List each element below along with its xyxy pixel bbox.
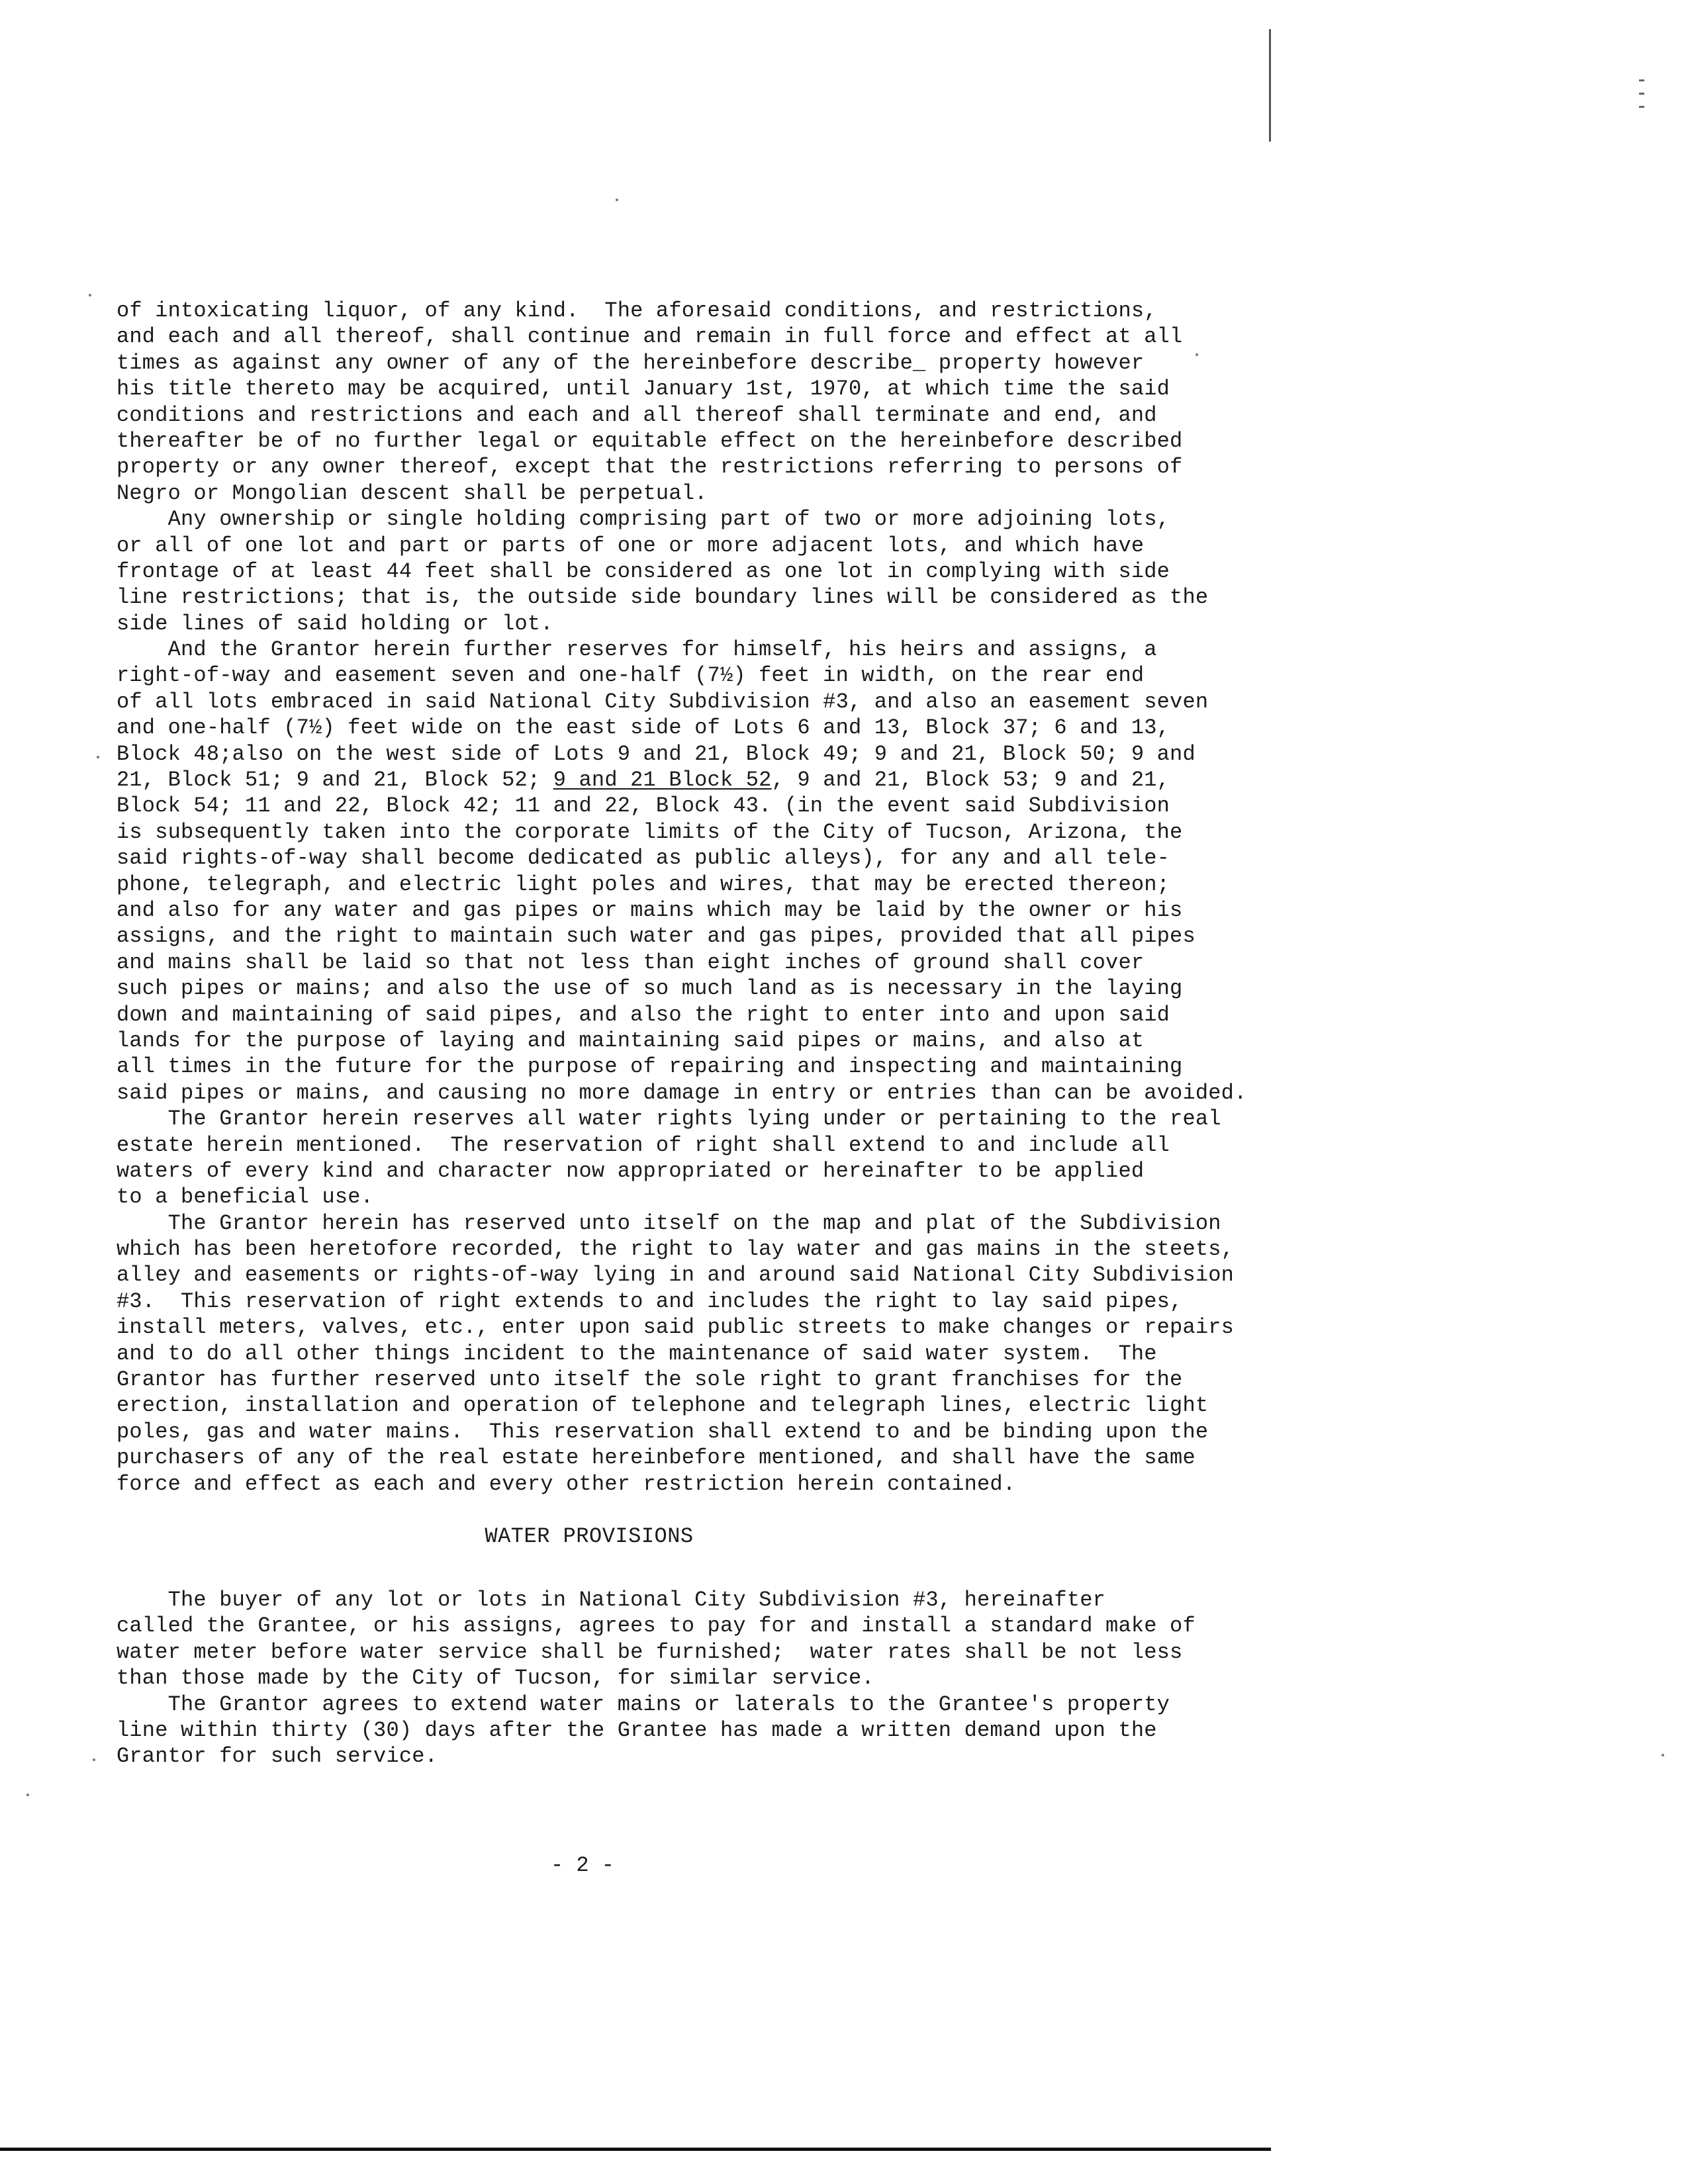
text-line: Negro or Mongolian descent shall be perpetual. xyxy=(117,480,708,506)
text-line: line restrictions; that is, the outside side boundary lines will be considered as the xyxy=(117,585,1209,610)
text-line: of intoxicating liquor, of any kind. The aforesaid conditions, and restrictions, xyxy=(117,298,1157,323)
deed-restrictions-text xyxy=(117,298,1540,1497)
text-line: Grantor has further reserved unto itself the sole right to grant franchises for the xyxy=(117,1367,1183,1392)
margin-tick-mark xyxy=(1639,93,1644,95)
text-line-with-underline xyxy=(117,767,1540,793)
text-segment: 21, Block 51; 9 and 21, Block 52; xyxy=(117,768,553,793)
text-line: conditions and restrictions and each and all thereof shall terminate and end, and xyxy=(117,402,1157,428)
text-line: said rights-of-way shall become dedicated as public alleys), for any and all tele- xyxy=(117,846,1170,871)
text-line: all times in the future for the purpose of repairing and inspecting and maintaining xyxy=(117,1054,1183,1079)
text-line: purchasers of any of the real estate hereinbefore mentioned, and shall have the same xyxy=(117,1445,1196,1471)
text-line: down and maintaining of said pipes, and also the right to enter into and upon said xyxy=(117,1002,1170,1027)
text-line: assigns, and the right to maintain such water and gas pipes, provided that all pipes xyxy=(117,924,1196,949)
text-line: poles, gas and water mains. This reservation shall extend to and be binding upon the xyxy=(117,1419,1209,1444)
text-line: and mains shall be laid so that not less than eight inches of ground shall cover xyxy=(117,950,1145,975)
text-line: or all of one lot and part or parts of one or more adjacent lots, and which have xyxy=(117,533,1145,558)
text-line: his title thereto may be acquired, until January 1st, 1970, at which time the said xyxy=(117,377,1170,402)
text-line: and each and all thereof, shall continue and remain in full force and effect at all xyxy=(117,324,1183,349)
text-line: lands for the purpose of laying and maintaining said pipes or mains, and also at xyxy=(117,1028,1145,1053)
binding-edge-mark xyxy=(1269,29,1271,142)
scan-speck xyxy=(93,1758,95,1761)
text-line: #3. This reservation of right extends to and includes the right to lay said pipes, xyxy=(117,1289,1183,1314)
text-line: such pipes or mains; and also the use of so much land as is necessary in the laying xyxy=(117,976,1183,1001)
text-line: The Grantor agrees to extend water mains or laterals to the Grantee's property xyxy=(117,1692,1170,1717)
text-line: to a beneficial use. xyxy=(117,1185,374,1210)
text-line: property or any owner thereof, except that the restrictions referring to persons of xyxy=(117,455,1183,480)
margin-tick-mark xyxy=(1639,79,1644,81)
text-line: line within thirty (30) days after the Grantee has made a written demand upon the xyxy=(117,1717,1157,1743)
text-line: and to do all other things incident to the maintenance of said water system. The xyxy=(117,1341,1157,1366)
water-provisions-text xyxy=(117,1587,1540,1770)
text-line: estate herein mentioned. The reservation of right shall extend to and include all xyxy=(117,1132,1170,1158)
text-line: The buyer of any lot or lots in National City Subdivision #3, hereinafter xyxy=(117,1588,1106,1612)
text-line: And the Grantor herein further reserves for himself, his heirs and assigns, a xyxy=(117,637,1157,662)
text-line: which has been heretofore recorded, the right to lay water and gas mains in the steets, xyxy=(117,1237,1235,1262)
text-line: water meter before water service shall be furnished; water rates shall be not less xyxy=(117,1639,1183,1664)
text-line: thereafter be of no further legal or equitable effect on the hereinbefore described xyxy=(117,428,1183,453)
text-line: The Grantor herein has reserved unto itself on the map and plat of the Subdivision xyxy=(117,1210,1221,1236)
text-line: alley and easements or rights-of-way lying in and around said National City Subdivision xyxy=(117,1263,1235,1288)
text-line: install meters, valves, etc., enter upon said public streets to make changes or repairs xyxy=(117,1315,1235,1340)
text-line: Grantor for such service. xyxy=(117,1744,438,1769)
text-line: phone, telegraph, and electric light poles and wires, that may be erected thereon; xyxy=(117,872,1170,897)
text-line: is subsequently taken into the corporate limits of the City of Tucson, Arizona, the xyxy=(117,819,1183,844)
text-line: erection, installation and operation of telephone and telegraph lines, electric light xyxy=(117,1393,1209,1418)
text-line: The Grantor herein reserves all water rights lying under or pertaining to the real xyxy=(117,1107,1221,1132)
text-line: times as against any owner of any of the hereinbefore describe_ property however xyxy=(117,350,1145,375)
margin-tick-mark xyxy=(1639,106,1644,108)
text-line: Block 54; 11 and 22, Block 42; 11 and 22, Block 43. (in the event said Subdivision xyxy=(117,794,1170,819)
scan-speck xyxy=(1662,1754,1664,1756)
scan-speck xyxy=(97,756,99,758)
text-line: and also for any water and gas pipes or mains which may be laid by the owner or his xyxy=(117,897,1183,923)
scan-speck xyxy=(89,294,91,296)
text-line: force and effect as each and every other restriction herein contained. xyxy=(117,1471,1016,1496)
page-number: - 2 - xyxy=(550,1853,614,1878)
text-line: Any ownership or single holding comprising part of two or more adjoining lots, xyxy=(117,507,1170,532)
text-line: said pipes or mains, and causing no more damage in entry or entries than can be avoided. xyxy=(117,1080,1247,1105)
text-segment: , 9 and 21, Block 53; 9 and 21, xyxy=(771,768,1170,793)
text-line: and one-half (7½) feet wide on the east side of Lots 6 and 13, Block 37; 6 and 13, xyxy=(117,715,1170,741)
text-line: Block 48;also on the west side of Lots 9 and 21, Block 49; 9 and 21, Block 50; 9 and xyxy=(117,741,1196,766)
bottom-scan-edge-line xyxy=(0,2148,1271,2151)
text-line: than those made by the City of Tucson, for similar service. xyxy=(117,1666,874,1691)
text-line: frontage of at least 44 feet shall be considered as one lot in complying with side xyxy=(117,559,1170,584)
text-line: of all lots embraced in said National City Subdivision #3, and also an easement seven xyxy=(117,689,1209,714)
text-line: side lines of said holding or lot. xyxy=(117,611,553,636)
text-line: right-of-way and easement seven and one-half (7½) feet in width, on the rear end xyxy=(117,663,1145,688)
text-line: called the Grantee, or his assigns, agrees to pay for and install a standard make of xyxy=(117,1614,1196,1639)
text-line: waters of every kind and character now appropriated or hereinafter to be applied xyxy=(117,1158,1145,1183)
scan-speck xyxy=(26,1794,29,1796)
section-heading: WATER PROVISIONS xyxy=(485,1524,694,1549)
scan-speck xyxy=(616,199,618,201)
underlined-text: 9 and 21 Block 52 xyxy=(553,768,772,793)
